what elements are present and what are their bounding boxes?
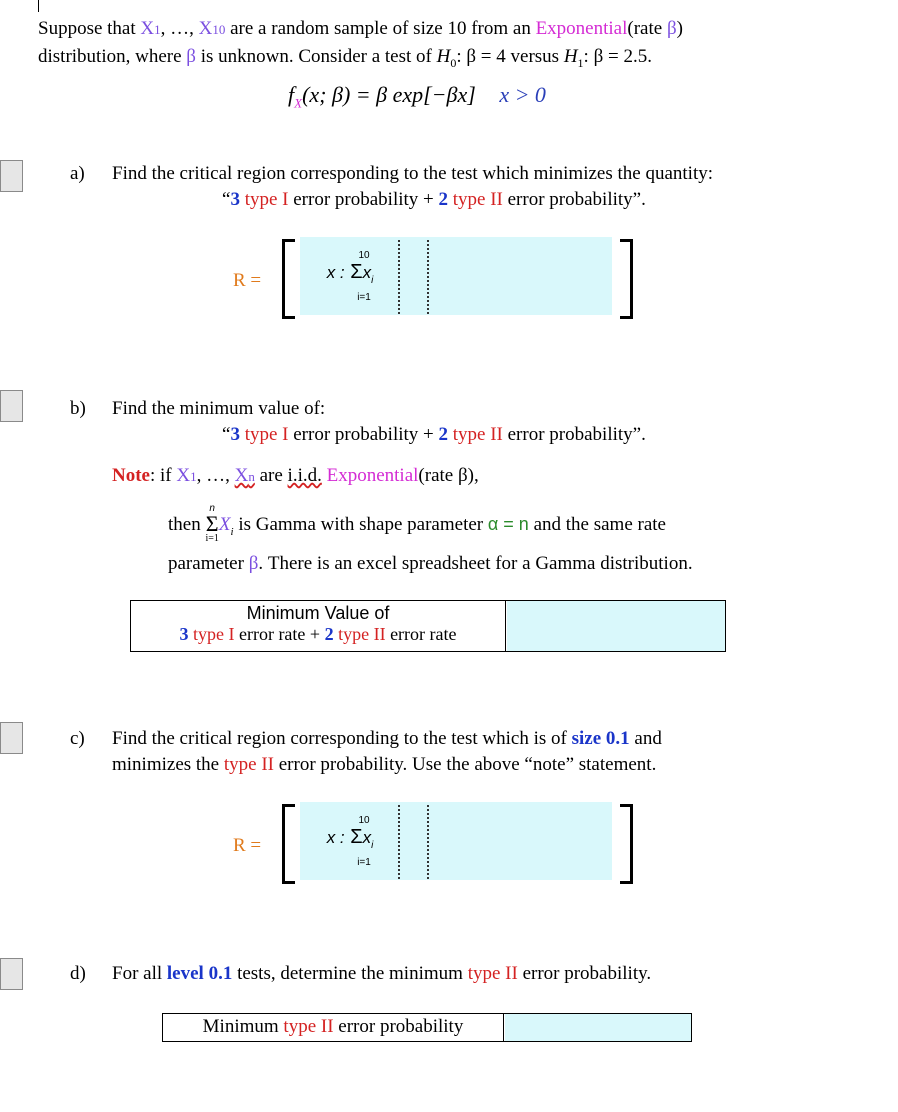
beta-symbol: β [666, 18, 677, 39]
side-checkbox-b[interactable] [0, 390, 23, 422]
pdf-condition: x > 0 [499, 82, 546, 107]
region-c-divider-1 [398, 805, 400, 879]
intro-line-2 [38, 46, 652, 71]
size-value: size 0.1 [571, 728, 630, 749]
region-a-right-bracket [620, 239, 633, 319]
min-type2-table [162, 1013, 692, 1042]
part-d-question: For all level 0.1 tests, determine the minimum type II error probability. [112, 963, 652, 984]
side-checkbox-a[interactable] [0, 160, 23, 192]
coef-3: 3 [230, 189, 240, 210]
intro-text: distribution, where [38, 46, 187, 67]
distribution-name: Exponential [326, 465, 419, 486]
part-c-question-line-1: Find the critical region corresponding to the test which is of size 0.1 and [112, 728, 662, 749]
x-vector: x : [326, 263, 345, 282]
note-sum: n Σ i=1 [205, 503, 219, 544]
coef-2: 2 [438, 189, 448, 210]
x1-symbol: X1 [140, 18, 161, 39]
part-b-question: Find the minimum value of: [112, 398, 326, 419]
alpha-equals-n: α = n [487, 514, 529, 535]
ellipsis: , …, [160, 18, 199, 39]
h1-hypothesis: $H_1$: β = 2.5. [563, 46, 652, 70]
coef-2: 2 [438, 424, 448, 445]
sigma-symbol: Σ [350, 826, 363, 848]
side-checkbox-c[interactable] [0, 722, 23, 754]
intro-line-1 [38, 18, 683, 40]
intro-text: Suppose that [38, 18, 141, 39]
min-type2-answer-input[interactable] [505, 1014, 691, 1041]
part-c-question-line-2: minimizes the type II error probability. Use the above “note” statement. [112, 754, 657, 775]
region-a-value-input[interactable] [432, 250, 608, 300]
intro-text: is unknown. Consider a test of [195, 46, 437, 67]
distribution-name: Exponential [535, 18, 628, 39]
beta-symbol: β [186, 46, 196, 67]
note-line-2: then n Σ i=1 $X_i$ is Gamma with shape parameter α = n and the same rate [168, 503, 666, 544]
note-line-3: parameter β. There is an excel spreadsheet for a Gamma distribution. [168, 553, 693, 574]
part-a-letter: a) [70, 163, 85, 184]
h0-hypothesis: $H_0$: β = 4 versus [436, 46, 564, 70]
note-x1: X1 [176, 465, 197, 486]
note-label: Note [112, 465, 150, 486]
note-xn: Xn [234, 465, 255, 486]
region-c-label: R = [233, 835, 262, 856]
text-cursor [38, 0, 39, 12]
pdf-expression: (x; β) = β exp[−βx] [302, 82, 476, 107]
region-a-operator-input[interactable] [401, 250, 425, 300]
type-ii-label: type II [452, 189, 503, 210]
region-a-label: R = [233, 270, 262, 291]
side-checkbox-d[interactable] [0, 958, 23, 990]
min-value-label-cell: Minimum Value of 3 type I error rate + 2 type II error rate [131, 601, 506, 651]
x-vector: x : [326, 828, 345, 847]
region-a-sum: 10 x : $\Sigma x_i$ i=1 [326, 250, 374, 303]
coef-3: 3 [230, 424, 240, 445]
region-a-divider-1 [398, 240, 400, 314]
type-ii-label: type II [223, 754, 274, 775]
region-a-left-bracket [282, 239, 295, 319]
min-value-answer-input[interactable] [507, 601, 725, 651]
min-type2-label-cell: Minimum type II error probability [163, 1014, 504, 1041]
pdf-subscript: X [294, 95, 303, 111]
region-c-operator-input[interactable] [401, 815, 425, 865]
type-i-label: type I [244, 424, 289, 445]
type-ii-label: type II [283, 1016, 334, 1037]
min-value-table [130, 600, 726, 652]
pdf-f: f [288, 82, 295, 107]
min-value-label: Minimum Value of [246, 603, 390, 623]
region-c-value-input[interactable] [432, 815, 608, 865]
pdf-formula [288, 82, 546, 111]
part-c-letter: c) [70, 728, 85, 749]
part-b-letter: b) [70, 398, 86, 419]
part-a-quantity: “3 type I error probability + 2 type II error probability”. [222, 189, 646, 210]
type-ii-label: type II [452, 424, 503, 445]
part-d-letter: d) [70, 963, 86, 984]
note-line-1: Note: if X1, …, Xn are i.i.d. Exponential(rate β), [112, 465, 479, 486]
region-c-sum: 10 x : $\Sigma x_i$ i=1 [326, 815, 374, 868]
beta-symbol: β [248, 553, 259, 574]
intro-text: ) [676, 18, 683, 39]
region-c-right-bracket [620, 804, 633, 884]
region-c-left-bracket [282, 804, 295, 884]
type-ii-label: type II [467, 963, 518, 984]
part-a-question: Find the critical region corresponding to the test which minimizes the quantity: [112, 163, 714, 184]
region-c-divider-2 [427, 805, 429, 879]
intro-text: (rate [627, 18, 667, 39]
sigma-symbol: Σ [350, 261, 363, 283]
iid-text: i.i.d. [287, 465, 322, 486]
region-a-divider-2 [427, 240, 429, 314]
type-i-label: type I [244, 189, 289, 210]
level-value: level 0.1 [166, 963, 233, 984]
part-b-quantity: “3 type I error probability + 2 type II error probability”. [222, 424, 646, 445]
intro-text: are a random sample of size 10 from an [225, 18, 536, 39]
x10-symbol: X10 [198, 18, 226, 39]
